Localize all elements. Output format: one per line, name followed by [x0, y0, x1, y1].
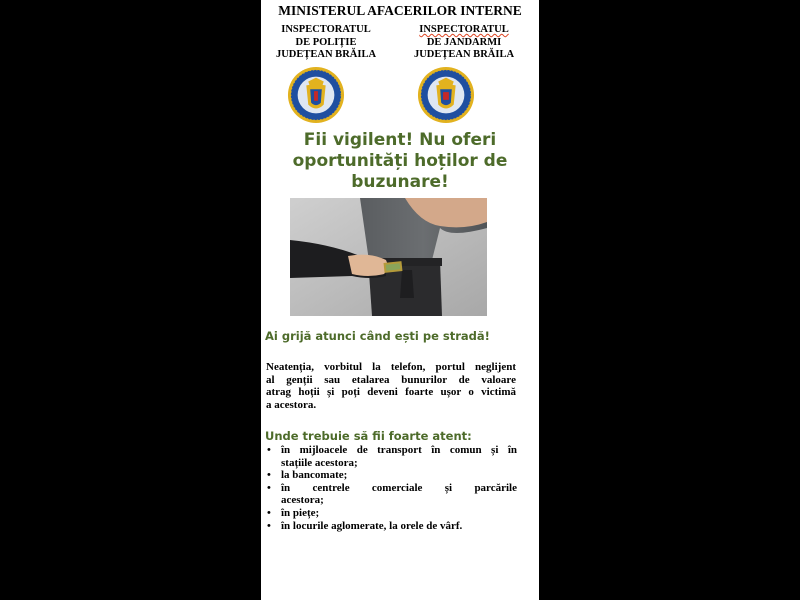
locations-list [267, 444, 517, 532]
police-emblem-icon [287, 66, 345, 124]
list-item: • în locurile aglomerate, la orele de vârf. [267, 520, 517, 533]
street-warning-heading: Ai grijă atunci când ești pe stradă! [265, 329, 490, 343]
list-item: • în centrele comerciale și parcările acestora; [267, 482, 517, 507]
gendarmerie-inspectorate-label: INSPECTORATUL DE JANDARMI JUDEȚEAN BRĂILA [413, 24, 515, 60]
list-item: • în mijloacele de transport în comun și în stațiile acestora; [267, 444, 517, 469]
ministry-title: MINISTERUL AFACERILOR INTERNE [278, 3, 522, 18]
leaflet-page [261, 0, 539, 600]
where-heading: Unde trebuie să fii foarte atent: [265, 429, 472, 443]
list-item: • în piețe; [267, 507, 517, 520]
headline: Fii vigilent! Nu oferi oportunități hoților de buzunare! [292, 130, 508, 192]
pickpocket-photo [290, 198, 487, 316]
list-item: • la bancomate; [267, 469, 517, 482]
warning-paragraph: Neatenția, vorbitul la telefon, portul neglijent al genții sau etalarea bunurilor de valoare atrag hoții și poți deveni foarte ușor o victimă a acestora. [266, 361, 516, 411]
gendarmerie-emblem-icon [417, 66, 475, 124]
police-inspectorate-label: INSPECTORATUL DE POLIȚIE JUDEȚEAN BRĂILA [275, 24, 377, 60]
